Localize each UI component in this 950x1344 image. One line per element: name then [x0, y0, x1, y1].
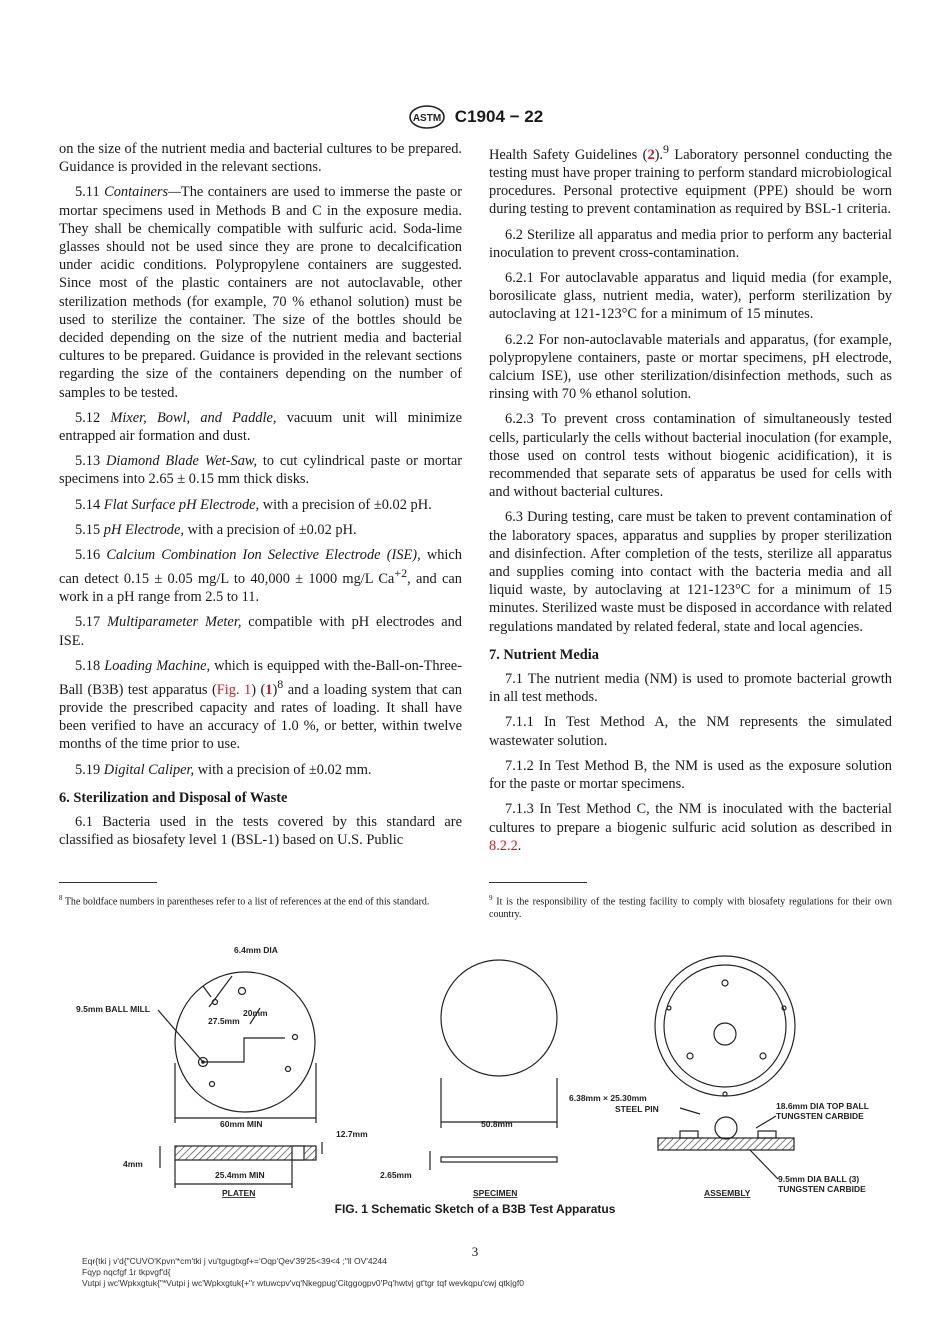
label-ball3-2: TUNGSTEN CARBIDE — [778, 1184, 866, 1194]
label-d508: 50.8mm — [481, 1119, 513, 1129]
footer-line-1: Eqr{tki j v'd{"CUVO'Kpvn'*cm'tki j vu'tgugtxgf+='Oqp'Qev'39'25<39<4 ;"ll OV'4244 — [82, 1256, 387, 1266]
reference-2-link[interactable]: 2 — [647, 146, 655, 163]
astm-logo-icon — [407, 104, 447, 130]
label-d20: 20mm — [243, 1008, 268, 1018]
label-d265: 2.65mm — [380, 1170, 412, 1180]
label-assembly: ASSEMBLY — [704, 1188, 751, 1198]
label-pin-2: STEEL PIN — [615, 1104, 659, 1114]
section-5-13: 5.13 Diamond Blade Wet-Saw, to cut cylindrical paste or mortar specimens into 2.65 ± 0.15 mm thick disks. — [59, 453, 463, 488]
page-number: 3 — [471, 1244, 479, 1259]
label-pin-1: 6.38mm × 25.30mm — [569, 1093, 647, 1103]
label-min60: 60mm MIN — [220, 1119, 263, 1129]
section-5-16: 5.16 Calcium Combination Ion Selective Electrode (ISE), which can detect 0.15 ± 0.05 mg/L to 40,000 ± 1000 mg/L $Ca^{+2}$, and can work in a pH range from 2.5 to 11. — [59, 547, 462, 606]
section-5-19: 5.19 Digital Caliper, with a precision of ±0.02 mm. — [75, 761, 372, 778]
reference-1-link[interactable]: 1 — [265, 681, 273, 698]
paragraph: Health Safety Guidelines (2).$^9$ Laboratory personnel conducting the testing must have proper training to perform standard microbiological procedures. Personal protective equipment (PPE) should be worn during testing to prevent contamination as required by BSL-1 criteria. — [489, 142, 892, 218]
label-min254: 25.4mm MIN — [215, 1170, 265, 1180]
specimen-disc — [441, 960, 557, 1076]
footnote-rule — [489, 882, 587, 883]
section-5-12: 5.12 Mixer, Bowl, and Paddle, vacuum unit will minimize entrapped air formation and dust. — [59, 409, 462, 445]
section-5-11: 5.11 Containers—The containers are used to immerse the paste or mortar specimens used in Methods B and C in the exposure media. They shall be chemically compatible with sulfuric acid. Soda-lime glasses should not be used since they are prone to decalcification under acidic conditions. Polypropylene containers are suggested. Since most of the plastic containers are not autoclavable, other sterilization methods (for example, 70 % ethanol solution) must be used to sterilize the container. The size of the bottles should be decided depending on the size of the nutrient media and bacterial cultures to be prepared. Guidance is provided in the relevant sections regarding the size of the containers depending on the number of samples to be tested. — [59, 184, 462, 401]
label-d275: 27.5mm — [208, 1016, 240, 1026]
footnote-8: $^8$ The boldface numbers in parentheses refer to a list of references at the end of this standard. — [59, 894, 430, 908]
section-6-3: 6.3 During testing, care must be taken to prevent contamination of the laboratory spaces, apparatus and supplies by proper sterilization and disinfection. After completion of the tests, sterilize all apparatus and supplies coming into contact with the bacteria media and all liquid waste, by autoclaving at 121-123°C for a minimum of 15 minutes. Sterilized waste must be disposed in accordance with related regulations mandated by related federal, state and local agencies. — [489, 509, 892, 635]
footer-line-3: Vutpi j wc'Wpkxgtuk{"*Vutpi j wc'Wpkxgtuk{+"r wtuwcpv'vq'Nkegpug'Citggogpv0'Pq'hwtvj gt'tgr tqf wevkqpu'cwj qtk|gf0 — [82, 1278, 524, 1288]
label-top-ball-1: 18.6mm DIA TOP BALL — [776, 1101, 869, 1111]
figure-1-b3b-apparatus — [60, 938, 900, 1200]
section-6-2-1: 6.2.1 For autoclavable apparatus and liquid media (for example, borosilicate glass, nutrient media, water), perform sterilization by autoclaving at 121-123°C for a minimum of 15 minutes. — [489, 270, 892, 323]
page-header — [0, 104, 950, 130]
section-5-14: 5.14 Flat Surface pH Electrode, with a precision of ±0.02 pH. — [75, 496, 432, 513]
svg-text:ASTM: ASTM — [412, 113, 441, 124]
left-column — [59, 140, 462, 857]
paragraph: on the size of the nutrient media and bacterial cultures to be prepared. Guidance is provided in the relevant sections. — [59, 141, 462, 176]
section-7-1: 7.1 The nutrient media (NM) is used to promote bacterial growth in all test methods. — [489, 671, 892, 706]
figure-caption: FIG. 1 Schematic Sketch of a B3B Test Apparatus — [334, 1202, 616, 1216]
section-6-2-2: 6.2.2 For non-autoclavable materials and apparatus, (for example, polypropylene containers, paste or mortar specimens, pH electrode, calcium ISE), use other sterilization/disinfection methods, such as rinsing with 70 % ethanol solution. — [489, 331, 892, 403]
section-7-1-2: 7.1.2 In Test Method B, the NM is used as the exposure solution for the paste or mortar specimens. — [489, 757, 892, 793]
label-platen: PLATEN — [222, 1188, 256, 1198]
assembly-section — [658, 1138, 794, 1150]
label-d127: 12.7mm — [336, 1129, 368, 1139]
label-ball3-1: 9.5mm DIA BALL (3) — [778, 1174, 860, 1184]
footnote-9: $^9$ It is the responsibility of the testing facility to comply with biosafety regulations for their own country. — [489, 894, 892, 920]
section-7-1-1: 7.1.1 In Test Method A, the NM represents the simulated wastewater solution. — [489, 714, 892, 749]
label-dia64: 6.4mm DIA — [234, 945, 278, 955]
section-5-15: 5.15 pH Electrode, with a precision of ±0.02 pH. — [75, 521, 357, 538]
label-d4: 4mm — [123, 1159, 143, 1169]
top-ball-icon — [715, 1117, 737, 1139]
section-6-1: 6.1 Bacteria used in the tests covered by this standard are classified as biosafety level 1 (BSL-1) based on U.S. Public — [59, 814, 462, 849]
section-5-17: 5.17 Multiparameter Meter, compatible with pH electrodes and ISE. — [59, 614, 463, 649]
footnote-9-marker: 9 — [663, 142, 670, 156]
section-8-2-2-link[interactable]: 8.2.2 — [489, 837, 518, 854]
specimen-section — [441, 1157, 557, 1162]
label-top-ball-2: TUNGSTEN CARBIDE — [776, 1111, 864, 1121]
section-5-18: 5.18 Loading Machine, which is equipped with the-Ball-on-Three-Ball (B3B) test apparatus (Fig. 1) $(1)^8$ and a loading system that can provide the prescribed capacity and rates of loading. It shall have been verified to have an accuracy of 1.0 %, or better, within twelve months of the time prior to use. — [59, 657, 462, 753]
standard-designation: C1904 − 22 — [454, 107, 544, 126]
fig-1-link[interactable]: Fig. 1 — [216, 681, 252, 698]
label-ball-mill: 9.5mm BALL MILL — [76, 1004, 150, 1014]
section-6-2: 6.2 Sterilize all apparatus and media prior to perform any bacterial inoculation to prevent cross-contamination. — [489, 226, 892, 261]
right-column — [489, 140, 892, 862]
footer-line-2: Fqyp nqcfgf 1r tkpvgf'd{ — [82, 1267, 171, 1277]
label-specimen: SPECIMEN — [473, 1188, 518, 1198]
section-7-heading: 7. Nutrient Media — [489, 646, 599, 663]
section-7-1-3: 7.1.3 In Test Method C, the NM is inoculated with the bacterial cultures to prepare a biogenic sulfuric acid solution as described in 8.2.2. — [489, 801, 892, 854]
assembly-disc — [655, 956, 795, 1096]
footnote-rule — [59, 882, 157, 883]
footnote-8-marker: 8 — [277, 677, 284, 692]
section-6-2-3: 6.2.3 To prevent cross contamination of simultaneously tested cells, particularly the cells without bacterial inoculation (for example, those used on control tests without biogenic acidification), it is recommended that separate sets of apparatus be used for cells with and without bacterial cultures. — [489, 411, 892, 501]
section-6-heading: 6. Sterilization and Disposal of Waste — [59, 789, 288, 806]
